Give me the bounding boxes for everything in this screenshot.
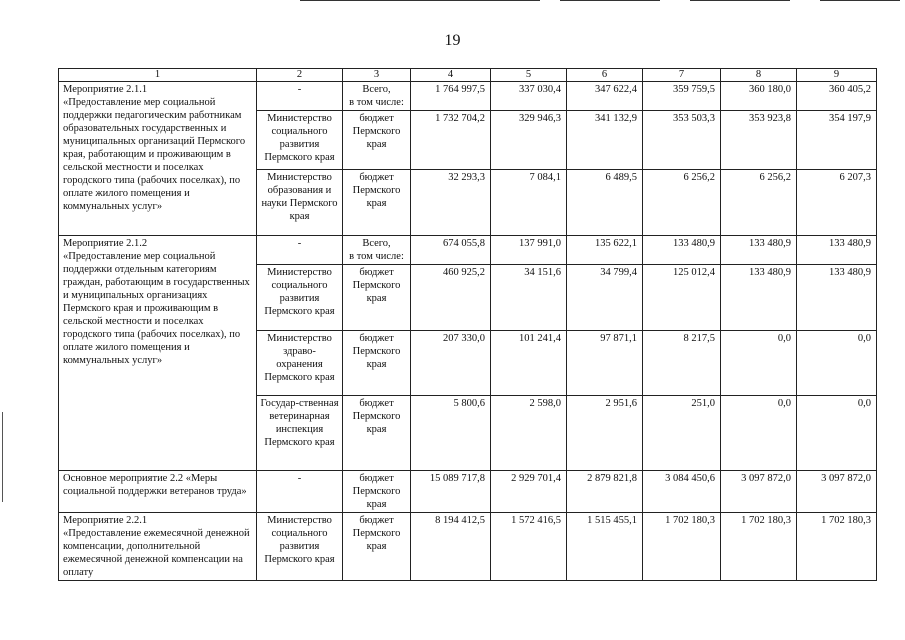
amount-cell: 3 084 450,6 (643, 471, 721, 513)
amount-cell: 15 089 717,8 (411, 471, 491, 513)
amount-cell: 0,0 (721, 396, 797, 471)
amount-cell: 1 764 997,5 (411, 82, 491, 111)
amount-cell: 0,0 (797, 331, 877, 396)
amount-cell: 353 923,8 (721, 111, 797, 170)
funding-source-cell: бюджет Пермского края (343, 513, 411, 581)
column-header: 5 (491, 69, 567, 82)
amount-cell: 341 132,9 (567, 111, 643, 170)
column-header: 9 (797, 69, 877, 82)
amount-cell: 0,0 (721, 331, 797, 396)
amount-cell: 6 256,2 (721, 170, 797, 236)
executor-cell: - (257, 82, 343, 111)
column-header: 1 (59, 69, 257, 82)
page-number: 19 (444, 32, 461, 49)
amount-cell: 3 097 872,0 (797, 471, 877, 513)
table-row (59, 236, 877, 265)
activity-description: Мероприятие 2.1.1 «Предоставление мер социальной поддержки педагогическим работникам образовательных государственных и муниципальных организаций Пермского края, работающим и проживающим в сельской местности и поселках городского типа (рабочих поселках), по оплате жилого помещения и коммунальных услуг» (59, 82, 257, 236)
amount-cell: 5 800,6 (411, 396, 491, 471)
top-rule (820, 0, 900, 1)
funding-source-cell: бюджет Пермского края (343, 170, 411, 236)
amount-cell: 353 503,3 (643, 111, 721, 170)
executor-cell: Министерство здраво-охранения Пермского края (257, 331, 343, 396)
amount-cell: 2 598,0 (491, 396, 567, 471)
amount-cell: 1 702 180,3 (643, 513, 721, 581)
column-header: 6 (567, 69, 643, 82)
amount-cell: 251,0 (643, 396, 721, 471)
amount-cell: 354 197,9 (797, 111, 877, 170)
amount-cell: 8 194 412,5 (411, 513, 491, 581)
amount-cell: 133 480,9 (643, 236, 721, 265)
amount-cell: 34 151,6 (491, 265, 567, 331)
amount-cell: 133 480,9 (797, 236, 877, 265)
executor-cell: Министерство социального развития Пермского края (257, 265, 343, 331)
executor-cell: Министерство социального развития Пермского края (257, 513, 343, 581)
amount-cell: 1 572 416,5 (491, 513, 567, 581)
amount-cell: 8 217,5 (643, 331, 721, 396)
amount-cell: 137 991,0 (491, 236, 567, 265)
table-row (59, 82, 877, 111)
column-header: 3 (343, 69, 411, 82)
budget-table (58, 68, 877, 581)
header-row (59, 69, 877, 82)
margin-mark (2, 412, 3, 502)
amount-cell: 360 405,2 (797, 82, 877, 111)
top-rule (560, 0, 660, 1)
executor-cell: Министерство образования и науки Пермского края (257, 170, 343, 236)
amount-cell: 32 293,3 (411, 170, 491, 236)
amount-cell: 34 799,4 (567, 265, 643, 331)
amount-cell: 347 622,4 (567, 82, 643, 111)
column-header: 7 (643, 69, 721, 82)
activity-description: Основное мероприятие 2.2 «Меры социальной поддержки ветеранов труда» (59, 471, 257, 513)
amount-cell: 2 951,6 (567, 396, 643, 471)
funding-source-cell: бюджет Пермского края (343, 331, 411, 396)
amount-cell: 135 622,1 (567, 236, 643, 265)
amount-cell: 101 241,4 (491, 331, 567, 396)
executor-cell: Государ-ственная ветеринарная инспекция Пермского края (257, 396, 343, 471)
column-header: 8 (721, 69, 797, 82)
amount-cell: 133 480,9 (797, 265, 877, 331)
table-row (59, 471, 877, 513)
funding-source-cell: Всего, в том числе: (343, 82, 411, 111)
top-rule (690, 0, 790, 1)
amount-cell: 6 256,2 (643, 170, 721, 236)
amount-cell: 97 871,1 (567, 331, 643, 396)
amount-cell: 1 702 180,3 (721, 513, 797, 581)
amount-cell: 1 515 455,1 (567, 513, 643, 581)
table-row (59, 513, 877, 581)
funding-source-cell: бюджет Пермского края (343, 471, 411, 513)
activity-description: Мероприятие 2.1.2 «Предоставление мер социальной поддержки отдельным категориям граждан, работающим в государственных и муниципальных организациях Пермского края и проживающим в сельской местности и поселках городского типа (рабочих поселках), по оплате жилого помещения и коммунальных услуг» (59, 236, 257, 471)
executor-cell: - (257, 471, 343, 513)
amount-cell: 6 207,3 (797, 170, 877, 236)
amount-cell: 133 480,9 (721, 265, 797, 331)
amount-cell: 3 097 872,0 (721, 471, 797, 513)
amount-cell: 1 702 180,3 (797, 513, 877, 581)
amount-cell: 2 929 701,4 (491, 471, 567, 513)
funding-source-cell: бюджет Пермского края (343, 111, 411, 170)
amount-cell: 125 012,4 (643, 265, 721, 331)
amount-cell: 337 030,4 (491, 82, 567, 111)
amount-cell: 133 480,9 (721, 236, 797, 265)
amount-cell: 0,0 (797, 396, 877, 471)
amount-cell: 674 055,8 (411, 236, 491, 265)
amount-cell: 6 489,5 (567, 170, 643, 236)
funding-source-cell: Всего, в том числе: (343, 236, 411, 265)
activity-description: Мероприятие 2.2.1 «Предоставление ежемесячной денежной компенсации, дополнительной ежемесячной денежной компенсации на оплату (59, 513, 257, 581)
top-rule (300, 0, 540, 1)
amount-cell: 460 925,2 (411, 265, 491, 331)
column-header: 2 (257, 69, 343, 82)
executor-cell: Министерство социального развития Пермского края (257, 111, 343, 170)
amount-cell: 360 180,0 (721, 82, 797, 111)
amount-cell: 1 732 704,2 (411, 111, 491, 170)
funding-source-cell: бюджет Пермского края (343, 396, 411, 471)
amount-cell: 2 879 821,8 (567, 471, 643, 513)
amount-cell: 207 330,0 (411, 331, 491, 396)
amount-cell: 359 759,5 (643, 82, 721, 111)
amount-cell: 329 946,3 (491, 111, 567, 170)
column-header: 4 (411, 69, 491, 82)
funding-source-cell: бюджет Пермского края (343, 265, 411, 331)
executor-cell: - (257, 236, 343, 265)
amount-cell: 7 084,1 (491, 170, 567, 236)
